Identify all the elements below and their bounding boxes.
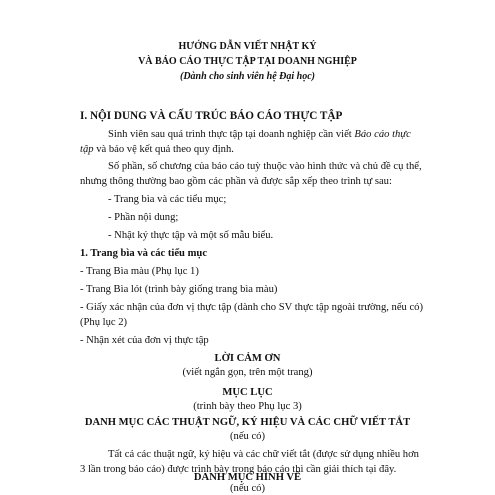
para1-line2 — [80, 143, 234, 156]
subsection-item: - Trang Bìa lót (trình bày giống trang bìa màu) — [80, 284, 278, 295]
thanks-title: LỜI CẢM ƠN — [214, 353, 281, 364]
subsection-item: - Nhận xét của đơn vị thực tập — [80, 335, 209, 346]
glossary-text-line2: 3 lần trong báo cáo) được trình bày trong báo cáo thì cần giải thích tại đây. — [80, 464, 397, 475]
section-heading: I. NỘI DUNG VÀ CẤU TRÚC BÁO CÁO THỰC TẬP — [80, 110, 343, 122]
doc-title-line2: VÀ BÁO CÁO THỰC TẬP TẠI DOANH NGHIỆP — [138, 56, 357, 67]
doc-subtitle: (Dành cho sinh viên hệ Đại học) — [179, 71, 315, 82]
subsection-item-continued: (Phụ lục 2) — [80, 317, 128, 328]
list-item: - Phần nội dung; — [108, 212, 179, 223]
para2-line2: nhưng thông thường bao gồm các phần và được sắp xếp theo trình tự sau: — [80, 176, 392, 187]
list-item: - Trang bìa và các tiểu mục; — [108, 194, 227, 205]
para1-line1-italic: Báo cáo thực — [354, 129, 411, 140]
figures-title: DANH MỤC HÌNH VẼ — [193, 472, 302, 483]
glossary-title: DANH MỤC CÁC THUẬT NGỮ, KÝ HIỆU VÀ CÁC CHỮ VIẾT TẮT — [84, 417, 411, 428]
subsection-heading: 1. Trang bìa và các tiểu mục — [80, 248, 208, 259]
toc-note: (trình bày theo Phụ lục 3) — [193, 401, 302, 412]
subsection-item: - Giấy xác nhận của đơn vị thực tập (dành cho SV thực tập ngoài trường, nếu có) — [80, 302, 424, 313]
thanks-note: (viết ngắn gọn, trên một trang) — [182, 367, 313, 378]
para2-line1: Số phần, số chương của báo cáo tuỳ thuộc vào hình thức và chủ đề cụ thể, — [108, 161, 422, 172]
toc-title: MỤC LỤC — [222, 387, 273, 398]
para1-line2-italic: tập — [80, 144, 94, 155]
glossary-text-line1: Tất cả các thuật ngữ, ký hiệu và các chữ viết tắt (được sử dụng nhiều hơn — [108, 449, 419, 460]
glossary-note: (nếu có) — [230, 431, 265, 442]
para1-line1-text: Sinh viên sau quá trình thực tập tại doanh nghiệp cần viết — [108, 129, 352, 140]
para1-line1 — [108, 128, 411, 141]
doc-title-line1: HƯỚNG DẪN VIẾT NHẬT KÝ — [178, 41, 317, 52]
figures-note: (nếu có) — [230, 483, 265, 494]
list-item: - Nhật ký thực tập và một số mẫu biểu. — [108, 230, 274, 241]
subsection-item: - Trang Bìa màu (Phụ lục 1) — [80, 266, 199, 277]
para1-line2-text: và bảo vệ kết quả theo quy định. — [96, 144, 234, 155]
